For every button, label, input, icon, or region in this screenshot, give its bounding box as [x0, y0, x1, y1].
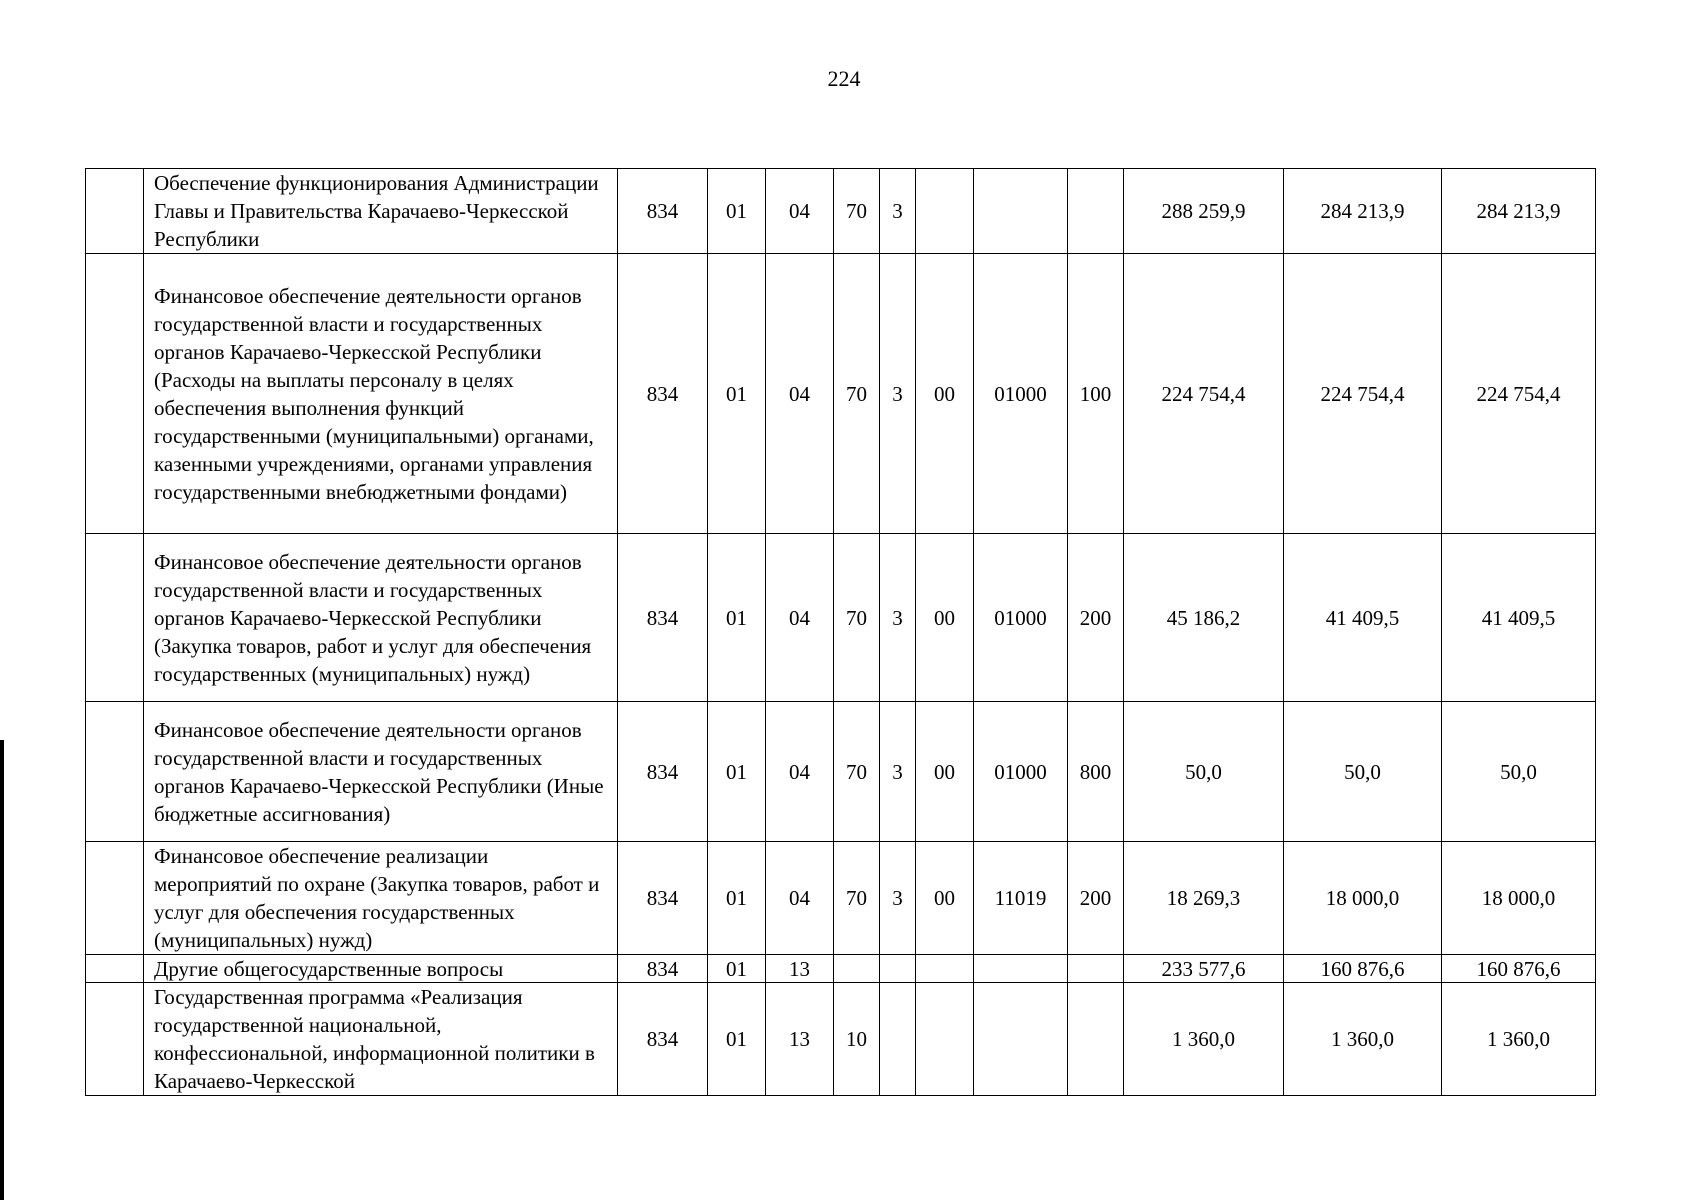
amount-year-1: 45 186,2: [1124, 534, 1284, 702]
code-main-event: [916, 983, 974, 1096]
code-gr: 834: [618, 169, 708, 254]
code-program: 70: [834, 702, 880, 842]
code-vr: 800: [1068, 702, 1124, 842]
budget-table: [85, 168, 1596, 1096]
code-program: [834, 955, 880, 983]
code-pr: 04: [766, 254, 834, 534]
code-main-event: [916, 169, 974, 254]
code-subprogram: 3: [880, 169, 916, 254]
code-gr: 834: [618, 842, 708, 955]
code-direction: 01000: [974, 254, 1068, 534]
amount-year-3: 284 213,9: [1442, 169, 1596, 254]
table-row: [86, 254, 1596, 534]
amount-year-3: 224 754,4: [1442, 254, 1596, 534]
code-rz: 01: [708, 842, 766, 955]
row-marker-cell: [86, 534, 144, 702]
code-pr: 04: [766, 169, 834, 254]
code-pr: 13: [766, 983, 834, 1096]
code-direction: [974, 955, 1068, 983]
code-gr: 834: [618, 955, 708, 983]
code-direction: 01000: [974, 702, 1068, 842]
code-pr: 04: [766, 702, 834, 842]
code-vr: [1068, 169, 1124, 254]
row-name: Финансовое обеспечение деятельности органов государственной власти и государственных органов Карачаево-Черкесской Республики (Иные бюджетные ассигнования): [144, 702, 618, 842]
code-rz: 01: [708, 534, 766, 702]
code-direction: 11019: [974, 842, 1068, 955]
code-program: 70: [834, 169, 880, 254]
amount-year-2: 1 360,0: [1284, 983, 1442, 1096]
table-row: [86, 702, 1596, 842]
amount-year-3: 1 360,0: [1442, 983, 1596, 1096]
code-rz: 01: [708, 169, 766, 254]
amount-year-1: 233 577,6: [1124, 955, 1284, 983]
scan-edge-mark: [0, 740, 4, 1200]
row-name: Финансовое обеспечение деятельности органов государственной власти и государственных органов Карачаево-Черкесской Республики (Закупка товаров, работ и услуг для обеспечения государственных (муниципальных) нужд): [144, 534, 618, 702]
row-name: Обеспечение функционирования Администрации Главы и Правительства Карачаево-Черкесской Республики: [144, 169, 618, 254]
amount-year-3: 18 000,0: [1442, 842, 1596, 955]
row-marker-cell: [86, 842, 144, 955]
row-marker-cell: [86, 955, 144, 983]
table-row: [86, 983, 1596, 1096]
code-rz: 01: [708, 254, 766, 534]
amount-year-2: 41 409,5: [1284, 534, 1442, 702]
row-name: Государственная программа «Реализация государственной национальной, конфессиональной, информационной политики в Карачаево-Черкесской: [144, 983, 618, 1096]
code-gr: 834: [618, 534, 708, 702]
code-vr: 100: [1068, 254, 1124, 534]
table-body: [86, 169, 1596, 1096]
amount-year-1: 50,0: [1124, 702, 1284, 842]
amount-year-2: 224 754,4: [1284, 254, 1442, 534]
code-main-event: [916, 955, 974, 983]
row-name: Другие общегосударственные вопросы: [144, 955, 618, 983]
amount-year-1: 288 259,9: [1124, 169, 1284, 254]
amount-year-2: 160 876,6: [1284, 955, 1442, 983]
code-gr: 834: [618, 702, 708, 842]
table-row: [86, 169, 1596, 254]
row-name: Финансовое обеспечение деятельности органов государственной власти и государственных органов Карачаево-Черкесской Республики (Расходы на выплаты персоналу в целях обеспечения выполнения функций государственными (муниципальными) органами, казенными учреждениями, органами управления государственными внебюджетными фондами): [144, 254, 618, 534]
amount-year-3: 50,0: [1442, 702, 1596, 842]
code-subprogram: 3: [880, 254, 916, 534]
code-direction: [974, 169, 1068, 254]
code-vr: [1068, 983, 1124, 1096]
code-main-event: 00: [916, 702, 974, 842]
code-program: 10: [834, 983, 880, 1096]
code-main-event: 00: [916, 842, 974, 955]
code-gr: 834: [618, 983, 708, 1096]
code-vr: [1068, 955, 1124, 983]
amount-year-1: 224 754,4: [1124, 254, 1284, 534]
amount-year-3: 160 876,6: [1442, 955, 1596, 983]
code-rz: 01: [708, 955, 766, 983]
code-subprogram: [880, 983, 916, 1096]
amount-year-1: 18 269,3: [1124, 842, 1284, 955]
row-marker-cell: [86, 254, 144, 534]
code-rz: 01: [708, 983, 766, 1096]
code-vr: 200: [1068, 534, 1124, 702]
row-marker-cell: [86, 983, 144, 1096]
code-main-event: 00: [916, 254, 974, 534]
code-main-event: 00: [916, 534, 974, 702]
code-direction: [974, 983, 1068, 1096]
code-subprogram: 3: [880, 702, 916, 842]
amount-year-2: 18 000,0: [1284, 842, 1442, 955]
code-direction: 01000: [974, 534, 1068, 702]
code-program: 70: [834, 254, 880, 534]
amount-year-2: 284 213,9: [1284, 169, 1442, 254]
amount-year-3: 41 409,5: [1442, 534, 1596, 702]
code-gr: 834: [618, 254, 708, 534]
amount-year-1: 1 360,0: [1124, 983, 1284, 1096]
row-name: Финансовое обеспечение реализации мероприятий по охране (Закупка товаров, работ и услуг для обеспечения государственных (муниципальных) нужд): [144, 842, 618, 955]
code-pr: 13: [766, 955, 834, 983]
code-subprogram: [880, 955, 916, 983]
row-marker-cell: [86, 169, 144, 254]
code-vr: 200: [1068, 842, 1124, 955]
code-program: 70: [834, 842, 880, 955]
code-pr: 04: [766, 534, 834, 702]
code-rz: 01: [708, 702, 766, 842]
code-program: 70: [834, 534, 880, 702]
table-row: [86, 955, 1596, 983]
amount-year-2: 50,0: [1284, 702, 1442, 842]
table-row: [86, 534, 1596, 702]
table-row: [86, 842, 1596, 955]
page-number: 224: [827, 66, 861, 91]
code-pr: 04: [766, 842, 834, 955]
code-subprogram: 3: [880, 534, 916, 702]
row-marker-cell: [86, 702, 144, 842]
code-subprogram: 3: [880, 842, 916, 955]
